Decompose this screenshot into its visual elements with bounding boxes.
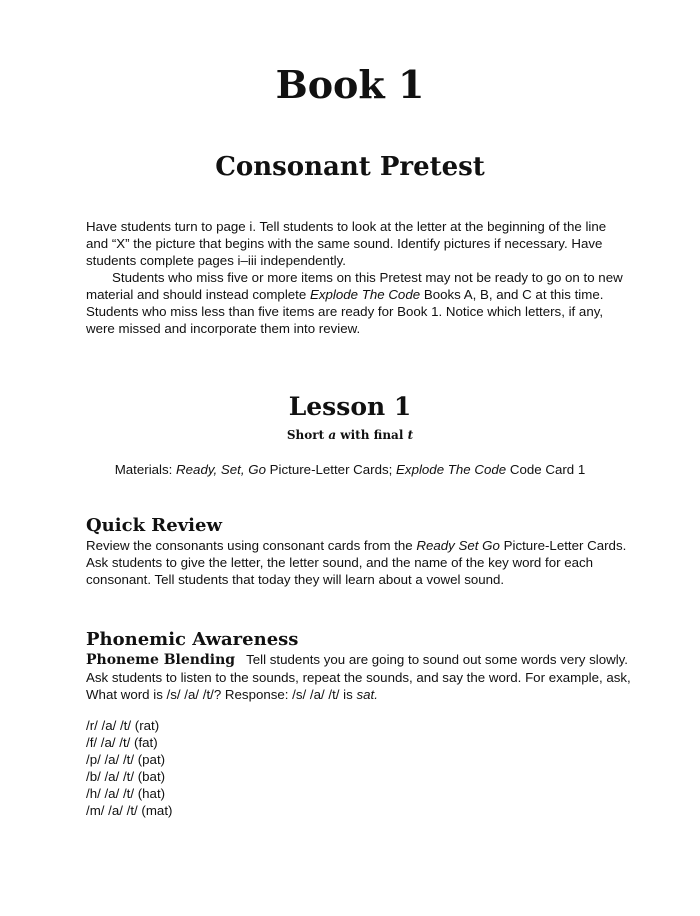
list-item: /m/ /a/ /t/ (mat) xyxy=(86,803,173,818)
quick-review-text xyxy=(86,537,632,588)
materials-item-1: Ready, Set, Go xyxy=(176,462,266,477)
list-item: /f/ /a/ /t/ (fat) xyxy=(86,735,158,750)
pretest-title: Consonant Pretest xyxy=(215,152,485,182)
pretest-instructions xyxy=(86,218,632,337)
materials-label: Materials: xyxy=(114,462,177,477)
lesson-title: Lesson 1 xyxy=(288,392,412,421)
list-item: /b/ /a/ /t/ (bat) xyxy=(86,769,166,784)
lesson-subtitle-b: with final xyxy=(336,428,408,442)
phonemic-heading: Phonemic Awareness xyxy=(86,629,299,650)
pretest-p2-italic: Explode The Code xyxy=(309,287,421,302)
phoneme-blending-italic: sat. xyxy=(356,687,378,702)
sound-list xyxy=(86,717,632,819)
list-item: /h/ /a/ /t/ (hat) xyxy=(86,786,166,801)
quick-review-text-a: Review the consonants using consonant cards from the xyxy=(86,538,417,553)
phoneme-blending-text-a: Tell students you are going to sound out some words very slowly. Ask students to listen to the sounds, repeat the sounds, and say the word. For example, ask, What word is /s/ /a/ /t/? Response: /s/ /a/ /t/ is xyxy=(86,652,631,702)
pretest-paragraph-2 xyxy=(86,269,632,337)
quick-review-italic: Ready Set Go xyxy=(416,538,500,553)
lesson-subtitle-final: t xyxy=(407,428,414,442)
pretest-p2-start: Students who miss five or more items on this Pretest may not be ready to go on to new material and should instead complete xyxy=(86,270,623,302)
quick-review-heading: Quick Review xyxy=(86,515,222,536)
pretest-paragraph-1: Have students turn to page i. Tell students to look at the letter at the beginning of the line and “X” the picture that begins with the same sound. Identify pictures if necessary. Have students complete pages i–iii independently. xyxy=(86,219,607,268)
list-item: /p/ /a/ /t/ (pat) xyxy=(86,752,166,767)
lesson-subtitle xyxy=(0,428,700,442)
materials-item-2: Explode The Code xyxy=(396,462,507,477)
quick-review-section xyxy=(86,515,632,588)
materials-mid: Picture-Letter Cards; xyxy=(265,462,397,477)
lesson-subtitle-vowel: a xyxy=(328,428,337,442)
lesson-subtitle-a: Short xyxy=(286,428,329,442)
book-title: Book 1 xyxy=(275,62,425,107)
lesson-materials xyxy=(0,462,700,477)
list-item: /r/ /a/ /t/ (rat) xyxy=(86,718,160,733)
pretest-p2-end: Books A, B, and C at this time. Students who miss less than five items are ready for Book 1. Notice which letters, if any, were missed and incorporate them into review. xyxy=(86,287,604,336)
phoneme-blending-text xyxy=(86,651,632,703)
materials-end: Code Card 1 xyxy=(506,462,586,477)
phoneme-blending-heading: Phoneme Blending xyxy=(86,652,236,668)
quick-review-text-b: Picture-Letter Cards. Ask students to give the letter, the letter sound, and the name of the key word for each consonant. Tell students that today they will learn about a vowel sound. xyxy=(86,538,627,587)
phonemic-awareness-section xyxy=(86,629,632,819)
